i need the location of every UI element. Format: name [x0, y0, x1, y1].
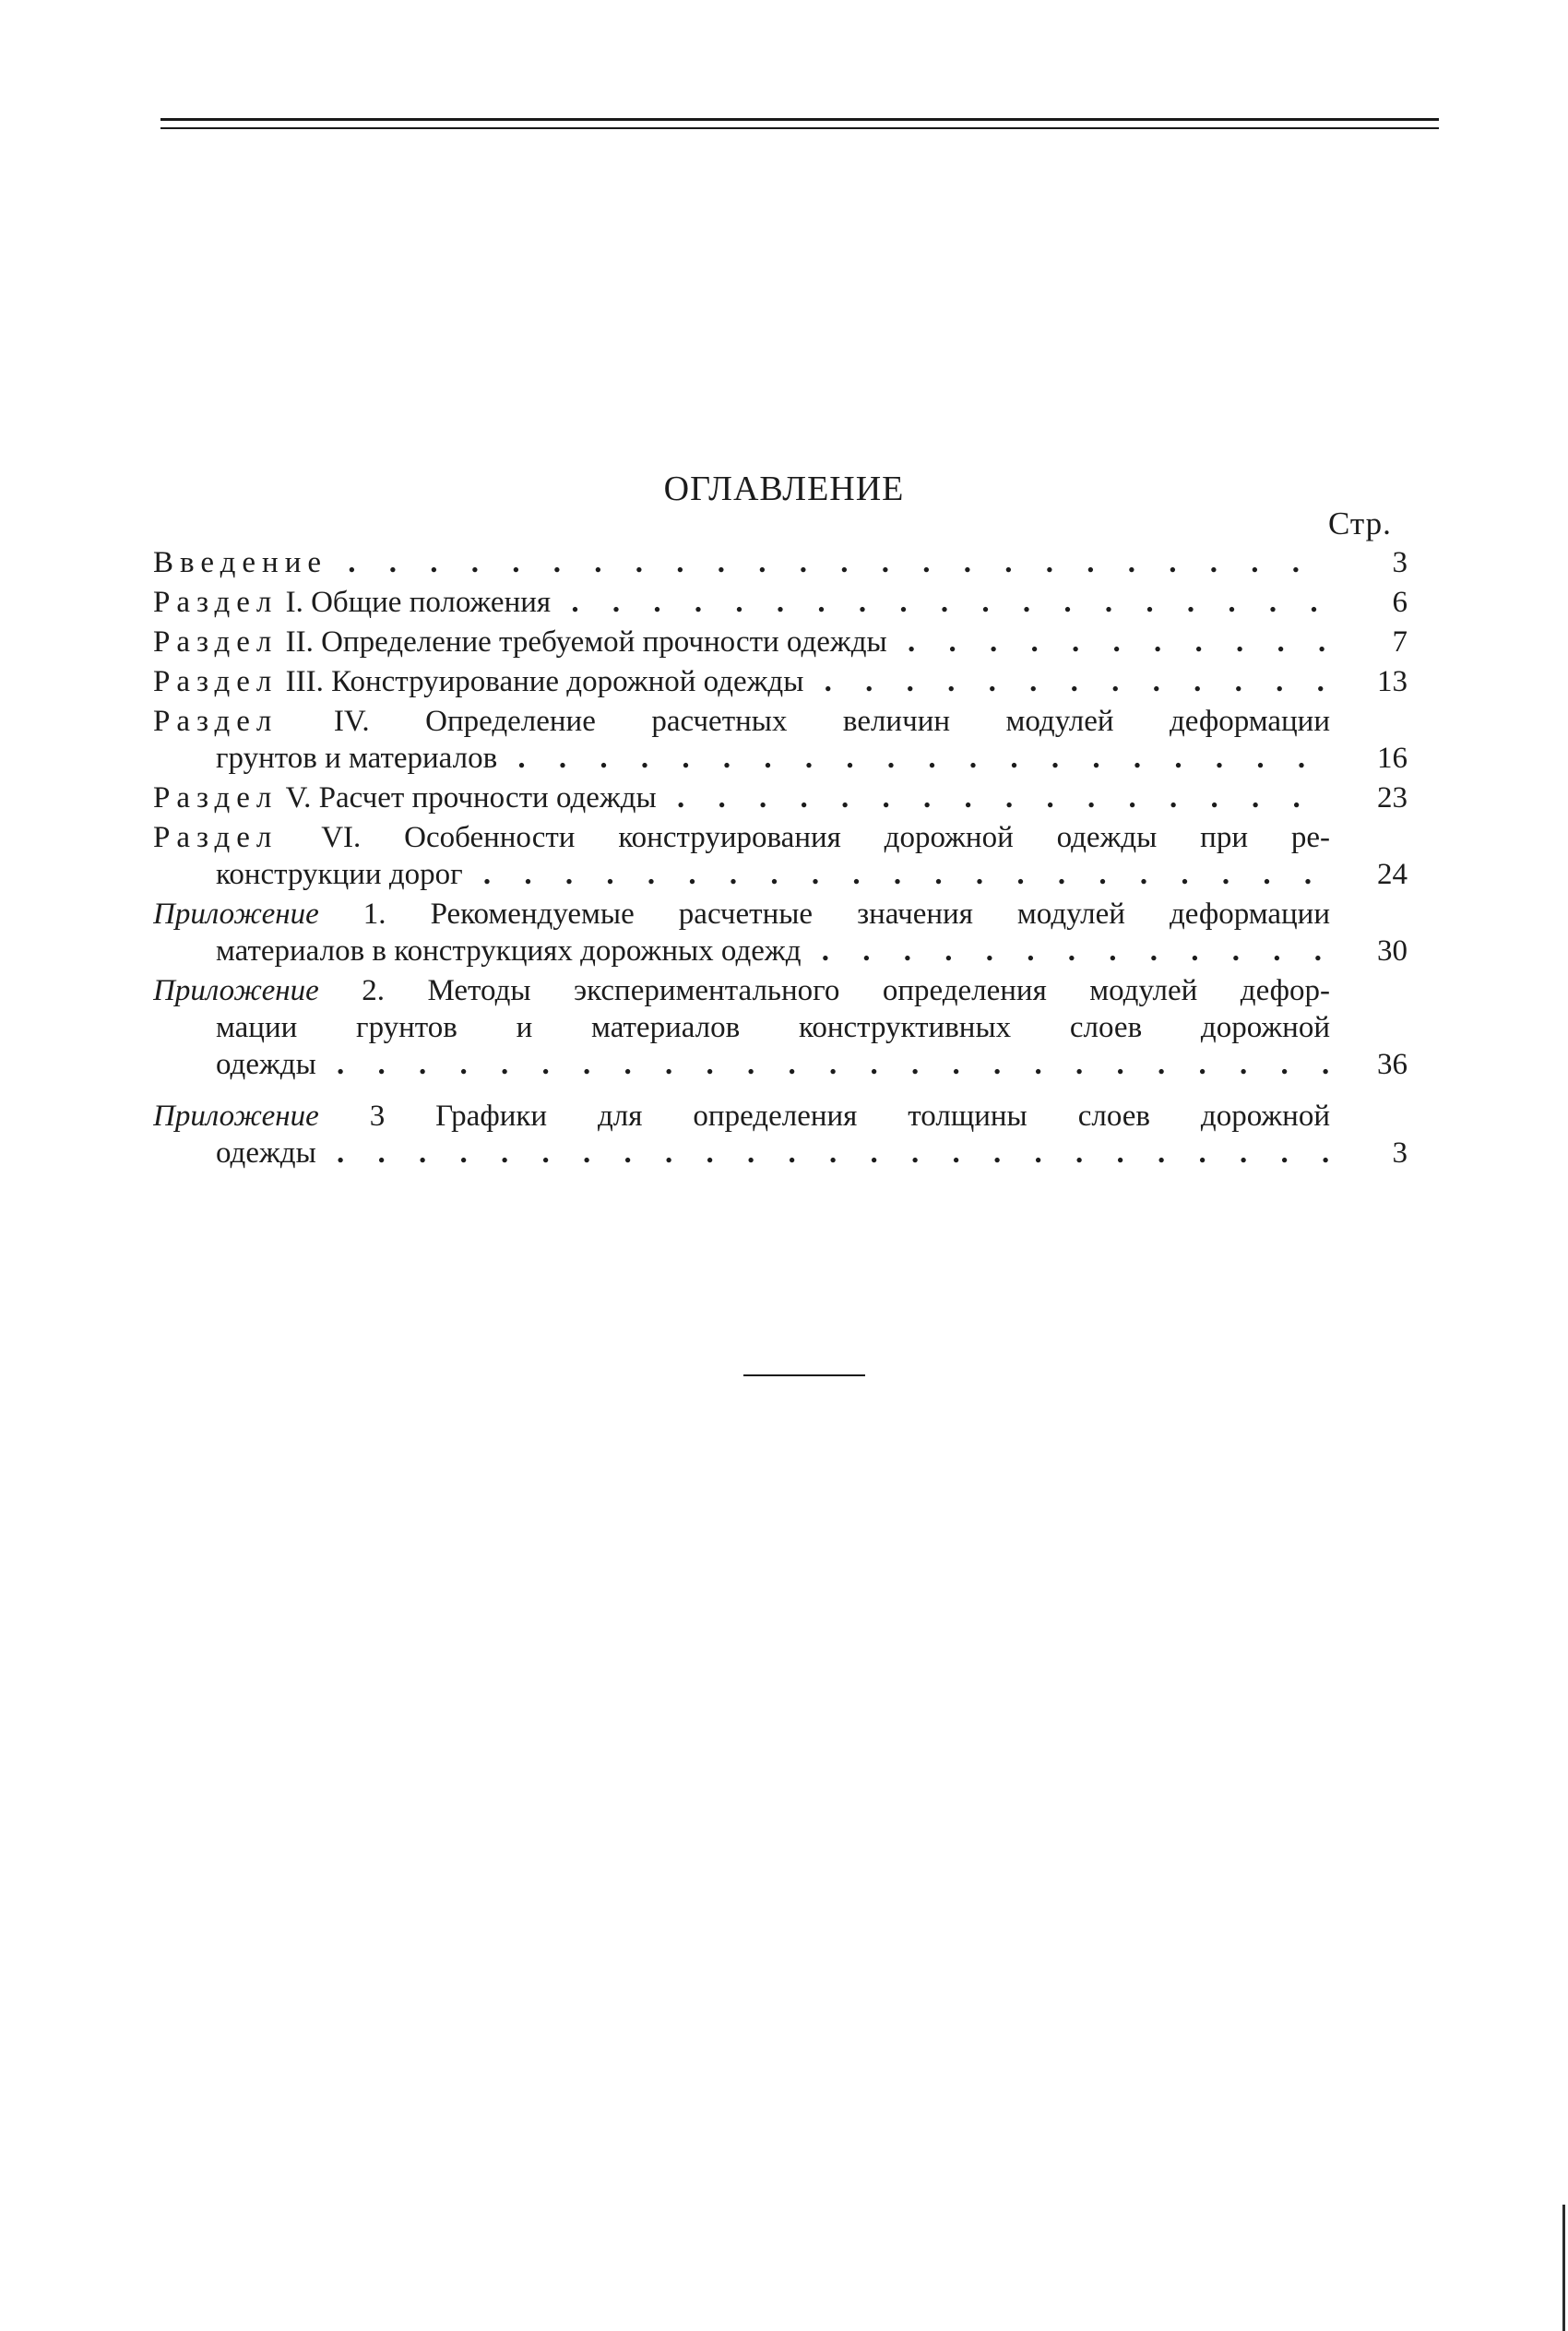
toc-entry-section-1[interactable] [153, 584, 1408, 621]
entry-title-continuation: грунтов и материалов [216, 742, 498, 775]
entry-prefix: Раздел [153, 781, 279, 815]
entry-title: II. Определение требуемой прочности одежды [285, 625, 887, 659]
entry-title: 2. Методы экспериментального определения модулей дефор- [362, 974, 1330, 1007]
entry-title-continuation: одежды [216, 1048, 316, 1081]
page-number: 7 [1392, 625, 1408, 659]
entry-title-continuation: одежды [216, 1136, 316, 1170]
top-rule-thin [160, 127, 1439, 129]
entry-title-continuation: материалов в конструкциях дорожных одежд [216, 934, 802, 968]
page-number: 6 [1392, 586, 1408, 619]
entry-prefix: Раздел [153, 586, 279, 619]
entry-prefix: Раздел [153, 821, 279, 854]
toc-entry-appendix-3[interactable] [153, 1098, 1408, 1171]
page-number: 36 [1377, 1048, 1408, 1081]
entry-title: 1. Рекомендуемые расчетные значения модулей деформации [362, 898, 1330, 931]
toc-entry-section-2[interactable] [153, 624, 1408, 660]
toc-entry-introduction[interactable] [153, 544, 1408, 581]
top-rule [160, 118, 1439, 121]
entry-prefix: Приложение [153, 974, 319, 1007]
entry-title: VI. Особенности конструирования дорожной одежды при ре- [321, 821, 1330, 854]
toc-entry-section-6[interactable] [153, 819, 1408, 893]
table-of-contents [153, 544, 1408, 1174]
page-number: 16 [1377, 742, 1408, 775]
page-column-header: Стр. [1328, 505, 1392, 541]
entry-title-continuation: конструкции дорог [216, 858, 463, 891]
entry-prefix: Раздел [153, 665, 279, 698]
entry-title: III. Конструирование дорожной одежды [285, 665, 804, 698]
entry-title: V. Расчет прочности одежды [285, 781, 657, 815]
scan-edge-mark [1562, 2205, 1565, 2331]
entry-prefix: Раздел [153, 705, 279, 738]
toc-entry-appendix-2[interactable] [153, 972, 1408, 1083]
toc-entry-section-3[interactable] [153, 663, 1408, 700]
entry-prefix: Раздел [153, 625, 279, 659]
entry-title: IV. Определение расчетных величин модулей деформации [333, 705, 1330, 738]
entry-title: 3 Графики для определения толщины слоев дорожной [369, 1100, 1330, 1133]
entry-title-continuation: мации грунтов и материалов конструктивных слоев дорожной [216, 1011, 1330, 1044]
toc-entry-section-5[interactable] [153, 779, 1408, 816]
page-number: 3 [1392, 1136, 1408, 1170]
toc-entry-section-4[interactable] [153, 703, 1408, 777]
end-rule [743, 1374, 865, 1376]
entry-prefix: Введение [153, 546, 328, 579]
entry-prefix: Приложение [153, 1100, 319, 1133]
toc-title: ОГЛАВЛЕНИЕ [663, 470, 905, 508]
page-number: 3 [1392, 546, 1408, 579]
page-number: 23 [1377, 781, 1408, 815]
toc-entry-appendix-1[interactable] [153, 896, 1408, 969]
entry-prefix: Приложение [153, 898, 319, 931]
page-number: 30 [1377, 934, 1408, 968]
page-number: 13 [1377, 665, 1408, 698]
page-number: 24 [1377, 858, 1408, 891]
entry-title: I. Общие положения [285, 586, 552, 619]
